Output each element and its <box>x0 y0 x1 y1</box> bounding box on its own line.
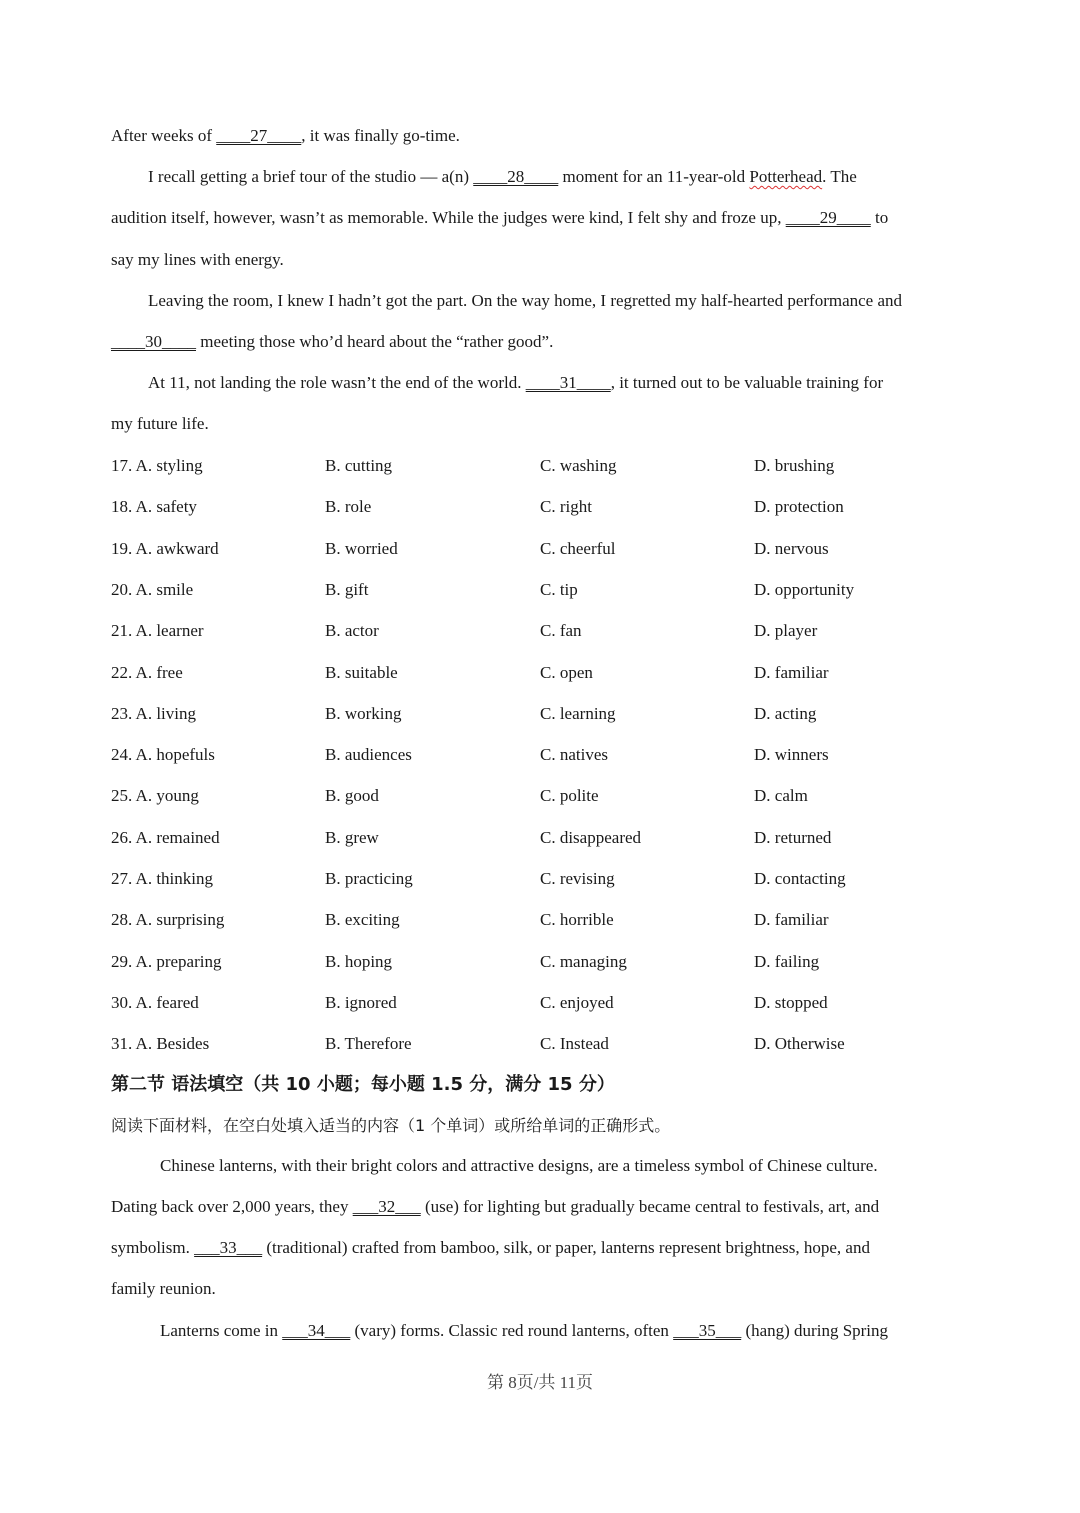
option-d: D. nervous <box>754 539 829 558</box>
option-a: 19. A. awkward <box>111 539 219 558</box>
option-d: D. winners <box>754 745 829 764</box>
option-c: C. washing <box>540 456 617 475</box>
option-a: 30. A. feared <box>111 993 199 1012</box>
section-title: 第二节 语法填空（共 10 小题；每小题 1.5 分，满分 15 分） <box>111 1074 615 1095</box>
option-b: B. ignored <box>325 993 397 1012</box>
passage-line: say my lines with energy. <box>111 250 284 269</box>
option-c: C. revising <box>540 869 615 888</box>
option-d: D. calm <box>754 786 808 805</box>
blank-30: ____30____ <box>111 332 196 351</box>
option-a: 28. A. surprising <box>111 910 225 929</box>
option-c: C. learning <box>540 704 616 723</box>
option-a: 17. A. styling <box>111 456 203 475</box>
option-a: 24. A. hopefuls <box>111 745 215 764</box>
blank-34: ___34___ <box>282 1321 351 1340</box>
option-a: 22. A. free <box>111 663 183 682</box>
option-c: C. natives <box>540 745 608 764</box>
option-d: D. acting <box>754 704 817 723</box>
option-b: B. gift <box>325 580 369 599</box>
passage-line: At 11, not landing the role wasn’t the end of the world. ____31____, it turned out to be valuable training for <box>148 373 884 392</box>
spellcheck-word: Potterhead <box>749 167 823 186</box>
option-d: D. Otherwise <box>754 1034 845 1053</box>
blank-32: ___32___ <box>352 1197 421 1216</box>
option-a: 25. A. young <box>111 786 199 805</box>
passage-line: After weeks of ____27____, it was finally go-time. <box>111 126 460 145</box>
option-a: 26. A. remained <box>111 828 220 847</box>
passage-line: I recall getting a brief tour of the studio — a(n) ____28____ moment for an 11-year-old Potterhead. The <box>148 167 857 186</box>
blank-29: ____29____ <box>785 208 871 227</box>
option-a: 20. A. smile <box>111 580 194 599</box>
passage-line: symbolism. ___33___ (traditional) crafted from bamboo, silk, or paper, lanterns represent brightness, hope, and <box>111 1238 870 1257</box>
option-a: 29. A. preparing <box>111 952 222 971</box>
option-c: C. open <box>540 663 593 682</box>
option-d: D. stopped <box>754 993 828 1012</box>
option-d: D. protection <box>754 497 844 516</box>
option-d: D. returned <box>754 828 832 847</box>
passage-line: family reunion. <box>111 1279 216 1298</box>
option-d: D. contacting <box>754 869 846 888</box>
option-b: B. audiences <box>325 745 412 764</box>
option-b: B. worried <box>325 539 398 558</box>
blank-31: ____31____ <box>525 373 611 392</box>
option-b: B. grew <box>325 828 379 847</box>
blank-28: ____28____ <box>473 167 559 186</box>
option-d: D. familiar <box>754 663 829 682</box>
passage-line: Chinese lanterns, with their bright colors and attractive designs, are a timeless symbol of Chinese culture. <box>160 1156 878 1175</box>
option-d: D. opportunity <box>754 580 855 599</box>
option-b: B. practicing <box>325 869 413 888</box>
blank-27: ____27____ <box>216 126 302 145</box>
page-footer: 第 8页/共 11页 <box>486 1373 594 1392</box>
option-c: C. right <box>540 497 592 516</box>
option-d: D. familiar <box>754 910 829 929</box>
option-c: C. polite <box>540 786 599 805</box>
passage-line: Leaving the room, I knew I hadn’t got the part. On the way home, I regretted my half-hearted performance and <box>148 291 903 310</box>
blank-33: ___33___ <box>194 1238 263 1257</box>
passage-line: Dating back over 2,000 years, they ___32___ (use) for lighting but gradually became central to festivals, art, and <box>111 1197 880 1216</box>
option-d: D. failing <box>754 952 820 971</box>
blank-35: ___35___ <box>673 1321 742 1340</box>
section-instruction: 阅读下面材料，在空白处填入适当的内容（1 个单词）或所给单词的正确形式。 <box>111 1116 671 1135</box>
option-c: C. enjoyed <box>540 993 614 1012</box>
passage-line: ____30____ meeting those who’d heard about the “rather good”. <box>111 332 554 351</box>
option-c: C. managing <box>540 952 627 971</box>
option-b: B. suitable <box>325 663 398 682</box>
passage-line: audition itself, however, wasn’t as memorable. While the judges were kind, I felt shy and froze up, ____29____ to <box>111 208 889 227</box>
option-b: B. actor <box>325 621 379 640</box>
option-c: C. fan <box>540 621 582 640</box>
option-a: 27. A. thinking <box>111 869 214 888</box>
option-c: C. disappeared <box>540 828 642 847</box>
option-d: D. player <box>754 621 818 640</box>
option-b: B. cutting <box>325 456 393 475</box>
option-c: C. tip <box>540 580 578 599</box>
option-a: 31. A. Besides <box>111 1034 210 1053</box>
option-a: 23. A. living <box>111 704 197 723</box>
option-c: C. horrible <box>540 910 614 929</box>
option-d: D. brushing <box>754 456 835 475</box>
option-c: C. cheerful <box>540 539 616 558</box>
option-a: 21. A. learner <box>111 621 204 640</box>
option-a: 18. A. safety <box>111 497 197 516</box>
option-b: B. Therefore <box>325 1034 412 1053</box>
option-b: B. exciting <box>325 910 400 929</box>
option-b: B. good <box>325 786 379 805</box>
passage-line: Lanterns come in ___34___ (vary) forms. Classic red round lanterns, often ___35___ (hang) during Spring <box>160 1321 889 1340</box>
option-b: B. role <box>325 497 372 516</box>
option-b: B. hoping <box>325 952 393 971</box>
option-b: B. working <box>325 704 402 723</box>
passage-line: my future life. <box>111 414 209 433</box>
option-c: C. Instead <box>540 1034 609 1053</box>
